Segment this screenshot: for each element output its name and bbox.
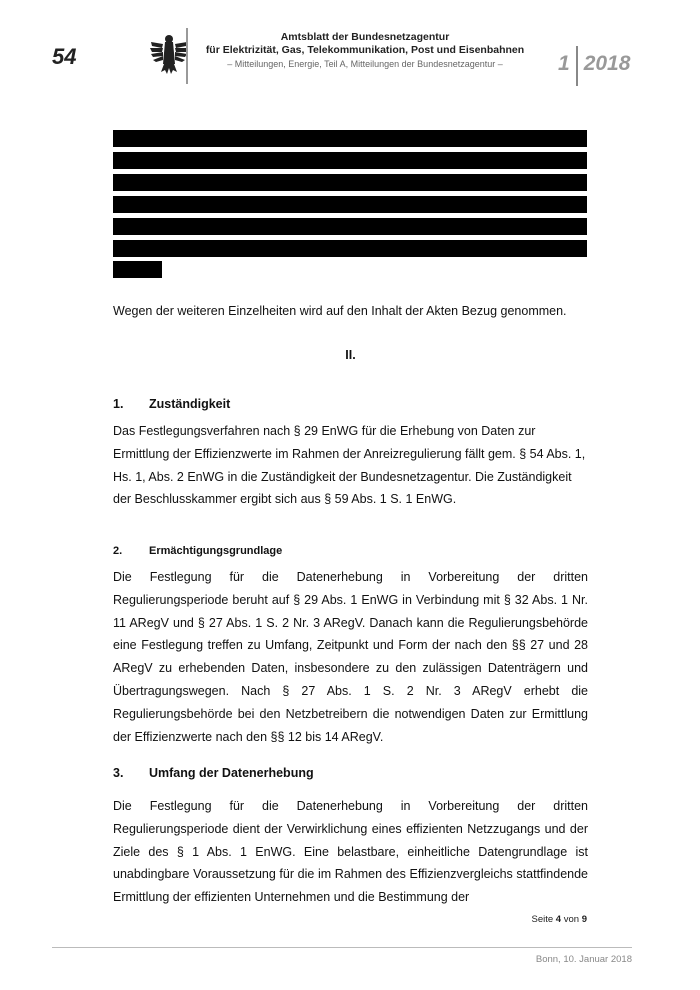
gazette-title-line1: Amtsblatt der Bundesnetzagentur <box>280 31 450 43</box>
section-heading-ermaechtigungsgrundlage <box>113 545 282 557</box>
section-title: Ermächtigungsgrundlage <box>149 545 283 557</box>
section-number: 1. <box>113 397 124 411</box>
redacted-line <box>113 130 587 147</box>
section-title: Umfang der Datenerhebung <box>149 766 314 780</box>
issue-indicator <box>558 44 630 84</box>
section-title: Zuständigkeit <box>149 397 231 411</box>
section-heading-zustaendigkeit <box>113 397 230 411</box>
issue-number: 1 <box>558 52 570 75</box>
page-counter-total: 9 <box>581 914 587 925</box>
page-counter-current: 4 <box>555 914 562 925</box>
section-paragraph-zustaendigkeit: Das Festlegungsverfahren nach § 29 EnWG für die Erhebung von Daten zur Ermittlung der Effizienzwerte im Rahmen der Anreizregulierung fällt gem. § 54 Abs. 1, Hs. 1, Abs. 2 EnWG in die Zuständigkeit der Bundesnetzagentur. Die Zuständigkeit der Beschlusskammer ergibt sich aus § 59 Abs. 1 S. 1 EnWG. <box>113 424 586 507</box>
page-number: 54 <box>52 44 77 69</box>
section-number: 3. <box>113 766 124 780</box>
issue-date: Bonn, 10. Januar 2018 <box>535 954 632 965</box>
issue-year: 2018 <box>583 52 631 75</box>
section-heading-umfang <box>113 766 314 780</box>
redacted-line <box>113 174 587 191</box>
page-counter <box>470 914 587 925</box>
redacted-line <box>113 261 162 278</box>
redacted-line <box>113 240 587 257</box>
gazette-subtitle: – Mitteilungen, Energie, Teil A, Mitteilungen der Bundesnetzagentur – <box>227 59 503 69</box>
gazette-title-line2: für Elektrizität, Gas, Telekommunikation, Post und Eisenbahnen <box>205 44 525 56</box>
footer-divider <box>52 947 632 948</box>
page-counter-label: Seite <box>531 914 554 925</box>
gazette-title <box>200 31 530 57</box>
section-paragraph-umfang: Die Festlegung für die Datenerhebung in Vorbereitung der dritten Regulierungsperiode dient der Verwirklichung eines effizienten Netzzugangs und der Ziele des § 1 Abs. 1 EnWG. Eine belastbare, einheitliche Datengrundlage ist unabdingbare Voraussetzung für die im Rahmen des Effizienzvergleichs stattfindende Ermittlung der effizienten Unternehmen und die Bestimmung der <box>113 799 588 905</box>
federal-eagle-logo <box>148 30 190 82</box>
header-divider <box>186 28 188 84</box>
section-number: 2. <box>113 545 123 557</box>
intro-paragraph: Wegen der weiteren Einzelheiten wird auf den Inhalt der Akten Bezug genommen. <box>113 304 567 318</box>
redacted-line <box>113 196 587 213</box>
redacted-line <box>113 218 587 235</box>
section-paragraph-ermaechtigungsgrundlage: Die Festlegung für die Datenerhebung in Vorbereitung der dritten Regulierungsperiode beruht auf § 29 Abs. 1 EnWG in Verbindung mit § 32 Abs. 1 Nr. 11 ARegV und § 27 Abs. 1 S. 2 Nr. 3 ARegV. Danach kann die Regulierungsbehörde eine Festlegung treffen zu Umfang, Zeitpunkt und Form der nach den §§ 27 und 28 ARegV zu erhebenden Daten, insbesondere zu den zulässigen Datenträgern und Übertragungswegen. Nach § 27 Abs. 1 S. 2 Nr. 3 ARegV erhebt die Regulierungsbehörde bei den Netzbetreibern die notwendigen Daten zur Ermittlung der Effizienzwerte nach den §§ 12 bis 14 ARegV. <box>113 570 588 744</box>
issue-divider <box>576 46 578 86</box>
section-marker: II. <box>345 348 356 362</box>
redacted-line <box>113 152 587 169</box>
page-counter-of: von <box>563 914 580 925</box>
